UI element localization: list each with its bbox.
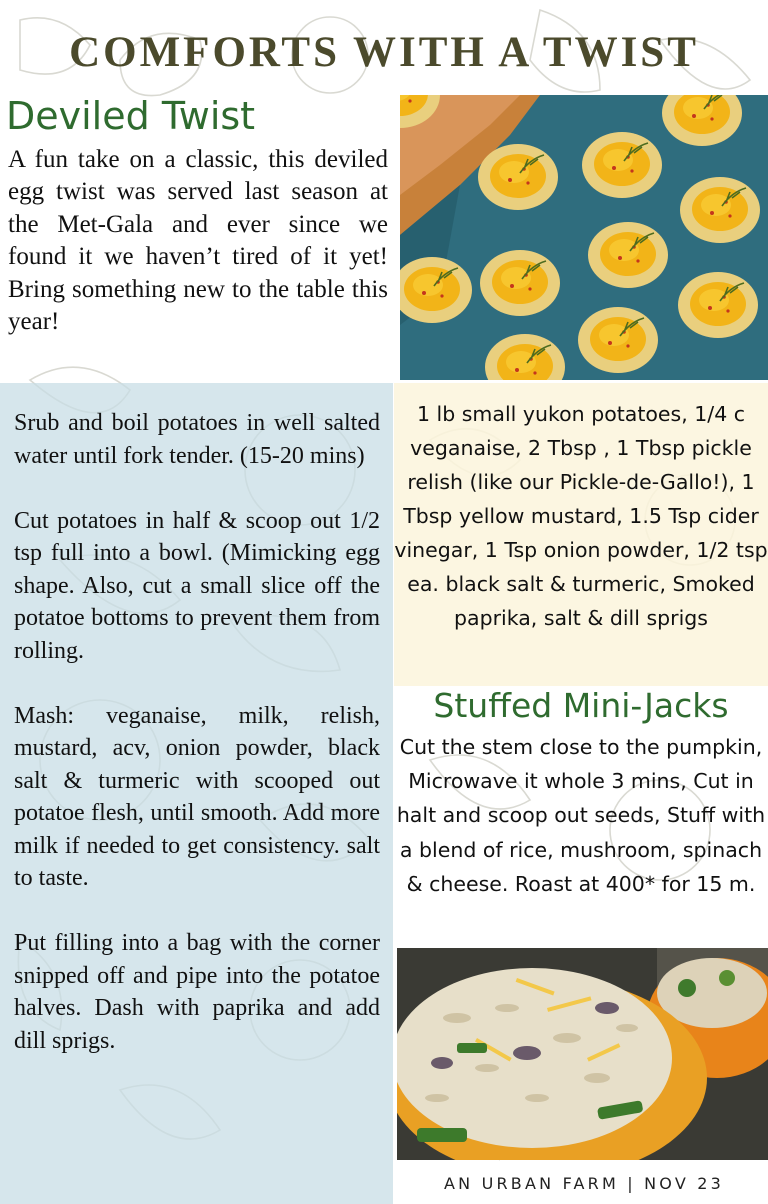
- stuffed-mini-jacks-heading: Stuffed Mini-Jacks: [433, 686, 729, 725]
- deviled-instructions: [14, 407, 380, 1090]
- instruction-step: Mash: veganaise, milk, relish, mustard, acv, onion powder, black salt & turmeric with scooped out potatoe flesh, until smooth. Add more milk if needed to get consistency. salt to taste.: [14, 702, 380, 891]
- deviled-twist-heading: Deviled Twist: [6, 94, 256, 138]
- footer-credit: AN URBAN FARM | NOV 23: [443, 1174, 725, 1193]
- instruction-step: Srub and boil potatoes in well salted water until fork tender. (15-20 mins): [14, 410, 380, 469]
- stuffed-mini-jacks-text: Cut the stem close to the pumpkin, Microwave it whole 3 mins, Cut in halt and scoop out seeds, Stuff with a blend of rice, mushroom, spinach & cheese. Roast at 400* for 15 m.: [396, 735, 766, 896]
- stuffed-pumpkin-photo: [397, 948, 768, 1160]
- deviled-ingredients: 1 lb small yukon potatoes, 1/4 c veganaise, 2 Tbsp , 1 Tbsp pickle relish (like our Pickle-de-Gallo!), 1 Tbsp yellow mustard, 1.5 Tsp cider vinegar, 1 Tsp onion powder, 1/2 tsp ea. black salt & turmeric, Smoked paprika, salt & dill sprigs: [394, 402, 768, 630]
- page-title: COMFORTS WITH A TWIST: [69, 29, 699, 76]
- deviled-intro: A fun take on a classic, this deviled egg twist was served last season at the Met-Gala and ever since we found it we haven’t tired of it yet! Bring something new to the table this year!: [8, 146, 388, 336]
- instruction-step: Put filling into a bag with the corner snipped off and pipe into the potatoe halves. Dash with paprika and add dill sprigs.: [14, 930, 380, 1054]
- deviled-potatoes-photo: [400, 95, 768, 380]
- instruction-step: Cut potatoes in half & scoop out 1/2 tsp full into a bowl. (Mimicking egg shape. Also, cut a small slice off the potatoe bottoms to prevent them from rolling.: [14, 507, 380, 664]
